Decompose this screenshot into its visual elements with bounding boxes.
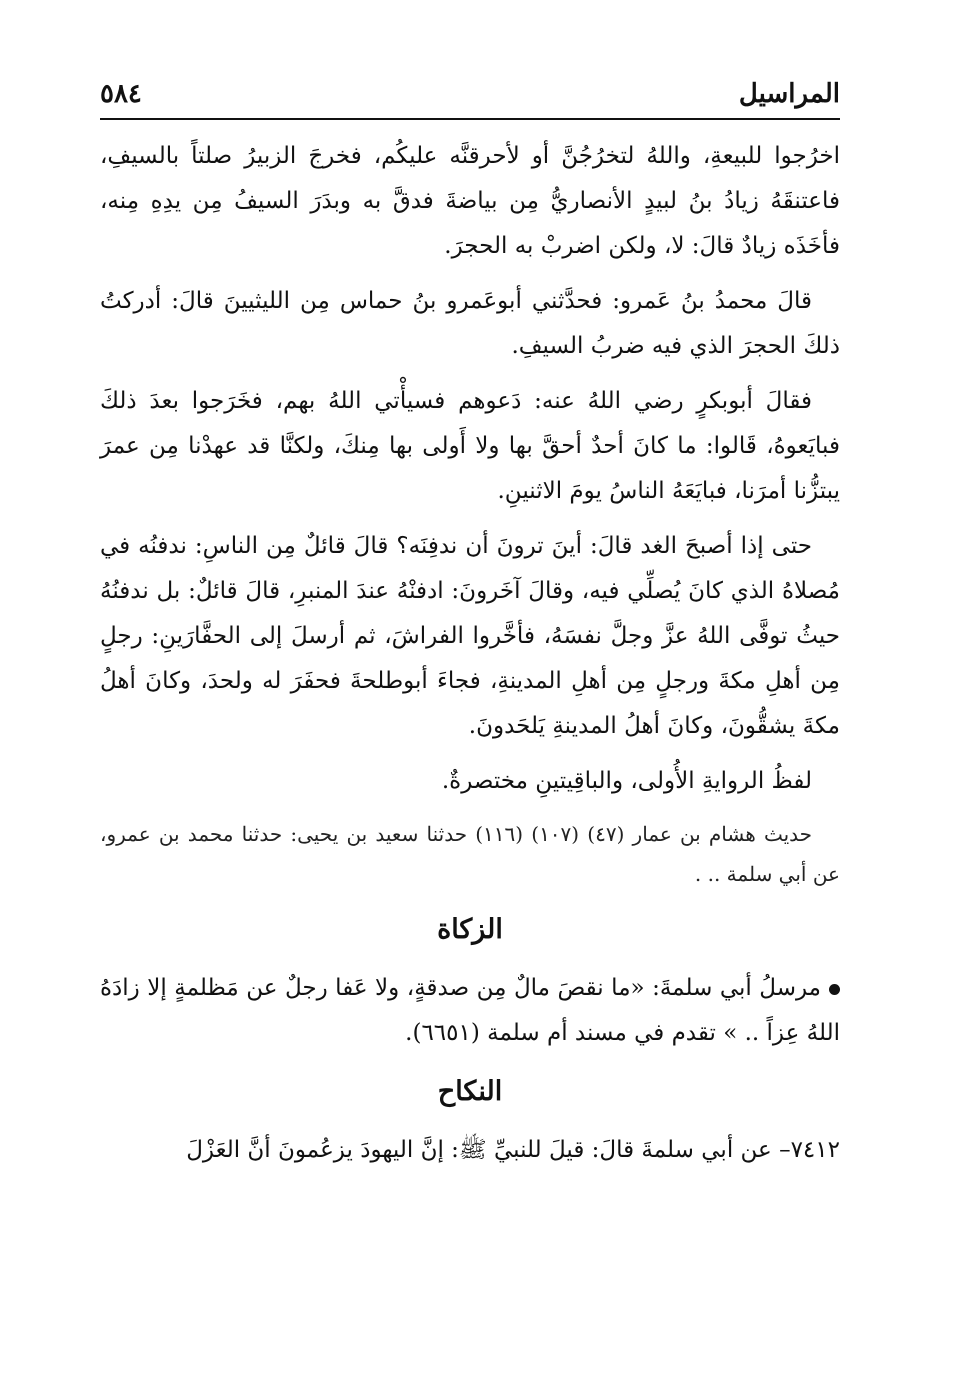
source-note: حديث هشام بن عمار (٤٧) (١٠٧) (١١٦) حدثنا سعيد بن يحيى: حدثنا محمد بن عمرو، عن أبي سلمة .. .: [100, 822, 840, 886]
book-page: [100, 70, 840, 1320]
page-body: [100, 134, 840, 1173]
running-title: المراسيل: [738, 79, 840, 109]
paragraph-2: قالَ محمدُ بنُ عَمرو: فحدَّثني أبوعَمرو بنُ حماس مِن الليثيينَ قالَ: أدركتُ ذلكَ الحجرَ الذي فيه ضربُ السيفِ.: [100, 288, 840, 359]
section-heading-nikah: النكاح: [437, 1076, 503, 1107]
page-number: ٥٨٤: [100, 79, 142, 109]
zakat-entry: [100, 966, 840, 1056]
paragraph-5: لفظُ الروايةِ الأُولى، والباقِيتينِ مختصرةٌ.: [441, 768, 812, 794]
page-header: [100, 70, 840, 120]
paragraph-1: اخرُجوا للبيعةِ، واللهُ لتخرُجُنَّ أو لأحرقنَّه عليكُم، فخرجَ الزبيرُ صلتاً بالسيفِ، فاعتنقَهُ زيادُ بنُ لبيدٍ الأنصاريُّ مِن بياضةَ فدقَّ به وبدَرَ السيفُ مِن يدِهِ مِنه، فأخَذَه زيادٌ قالَ: لا، ولكن اضربْ به الحجرَ.: [100, 143, 840, 259]
paragraph-3: فقالَ أبوبكرٍ رضي اللهُ عنه: دَعوهم فسيأْتي اللهُ بهم، فخَرَجوا بعدَ ذلكَ فبايَعوهُ، قَالوا: ما كانَ أحدٌ أحقَّ بها ولا أَولى بها مِنكَ، ولكنَّا قد عهدْنا مِن عمرَ يبتزُّنا أمرَنا، فبايَعَهُ الناسُ يومَ الاثنينِ.: [100, 388, 840, 504]
paragraph-4: حتى إذا أصبحَ الغد قالَ: أينَ ترونَ أن ندفِنَه؟ قالَ قائلٌ مِن الناسِ: ندفنُه في مُصلاهُ الذي كانَ يُصلِّي فيه، وقالَ آخَرونَ: ادفنْهُ عندَ المنبرِ، قالَ قائلٌ: بل ندفنُهُ حيثُ توفَّى اللهُ عزَّ وجلَّ نفسَهُ، فأخَّروا الفراشَ، ثم أرسلَ إلى الحفَّارَينِ: رجلٍ مِن أهلِ مكةَ ورجلٍ مِن أهلِ المدينةِ، فجاءَ أبوطلحةَ فحفَرَ له ولحدَ، وكانَ أهلُ مكةَ يشقُّونَ، وكانَ أهلُ المدينةِ يَلحَدونَ.: [100, 533, 840, 739]
zakat-entry-text: مرسلُ أبي سلمةَ: «ما نقصَ مالٌ مِن صدقةٍ، ولا عَفا رجلٌ عن مَظلمةٍ إلا زادَهُ اللهُ عِزاً .. » تقدم في مسند أم سلمة (٦٦٥١).: [100, 975, 840, 1046]
hadith-7412: ٧٤١٢– عن أبي سلمةَ قالَ: قيلَ للنبيِّ ﷺ: إنَّ اليهودَ يزعُمونَ أنَّ العَزْلَ: [186, 1137, 840, 1163]
section-heading-zakat: الزكاة: [437, 914, 503, 945]
bullet-icon: [829, 984, 840, 995]
